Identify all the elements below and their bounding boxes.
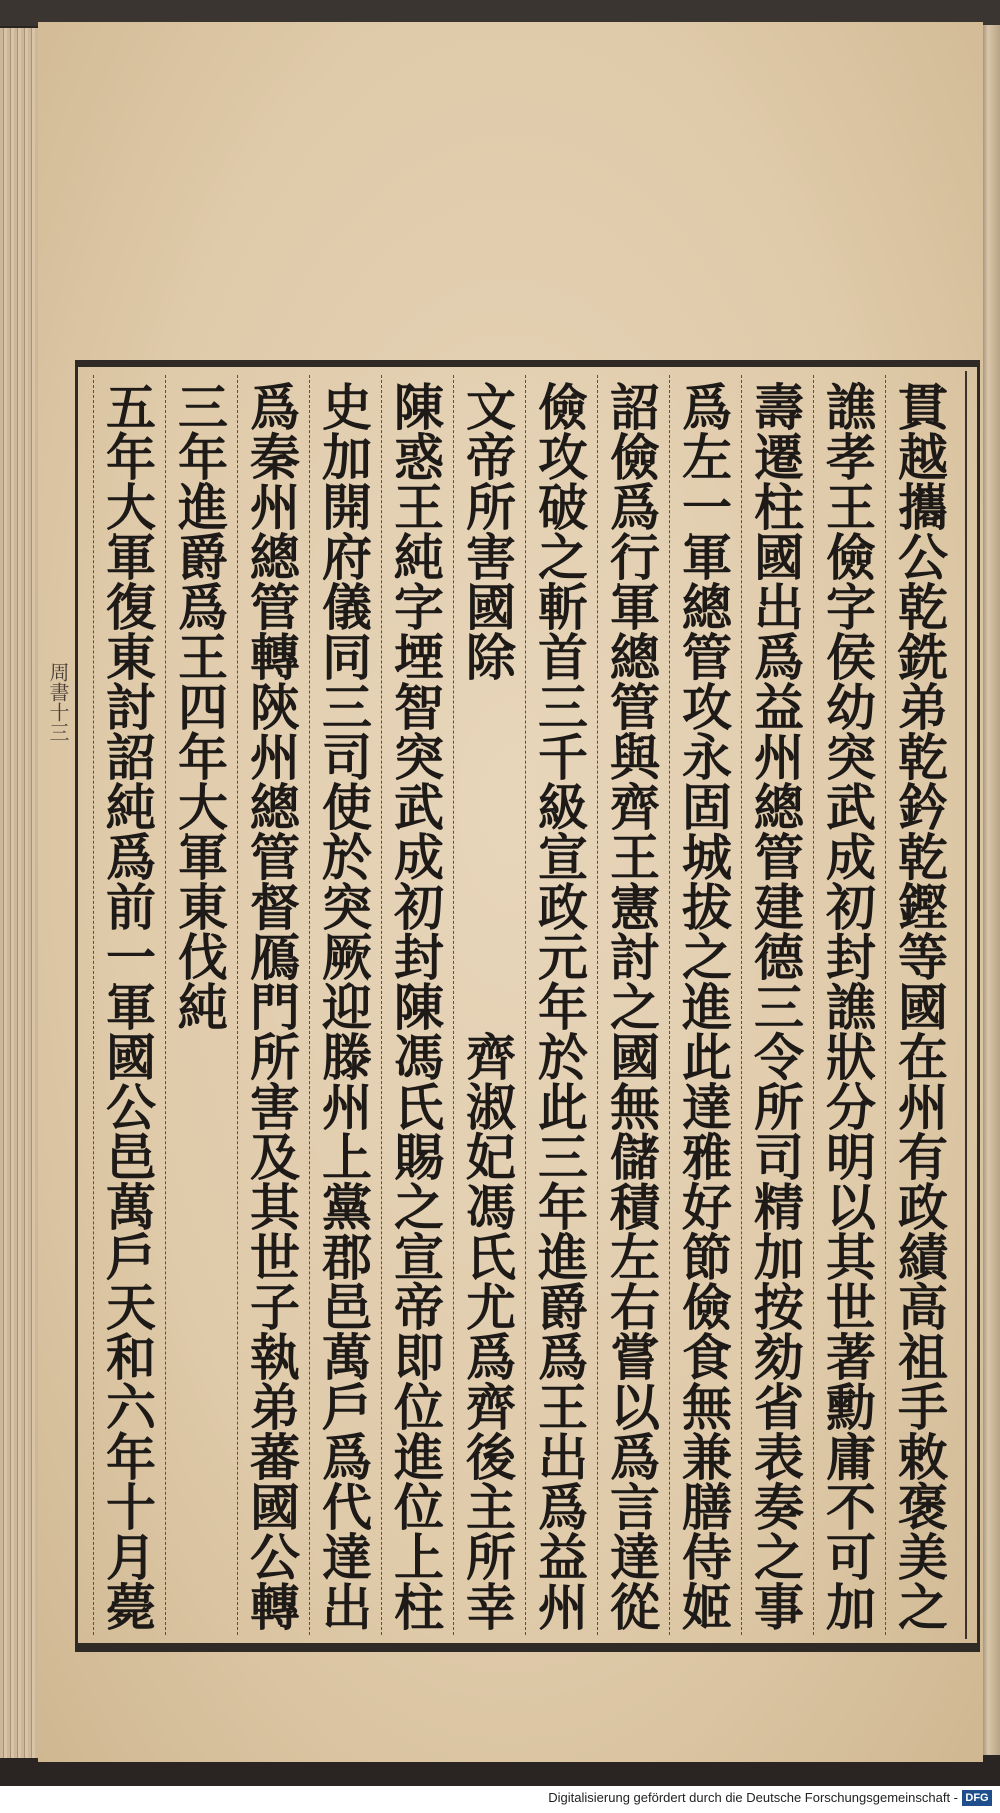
column-rule bbox=[669, 375, 670, 1635]
column-rule bbox=[525, 375, 526, 1635]
text-column: 五年大軍復東討詔純爲前一軍國公邑萬戶天和六年十月薨 bbox=[98, 381, 157, 1631]
book-page bbox=[38, 22, 983, 1762]
column-rule bbox=[237, 375, 238, 1635]
text-column: 爲左一軍總管攻永固城拔之進此達雅好節儉食無兼膳侍姬 bbox=[674, 381, 733, 1631]
text-column: 文帝所害國除 齊淑妃馮氏尤爲齊後主所幸 bbox=[458, 381, 517, 1631]
column-rule bbox=[381, 375, 382, 1635]
text-frame bbox=[75, 360, 980, 1652]
column-rule bbox=[741, 375, 742, 1635]
text-column: 壽遷柱國出爲益州總管建德三令所司精加按劾省表奏之事 bbox=[746, 381, 805, 1631]
dfg-logo: DFG bbox=[962, 1790, 992, 1806]
column-rule bbox=[309, 375, 310, 1635]
text-column: 爲秦州總管轉陝州總管督鴈門所害及其世子執弟蕃國公轉 bbox=[242, 381, 301, 1631]
column-rule bbox=[597, 375, 598, 1635]
text-column: 史加開府儀同三司使於突厥迎滕州上黨郡邑萬戶爲代達出 bbox=[314, 381, 373, 1631]
text-column: 譙孝王儉字侯幼突武成初封譙狀分明以其世著勳庸不可加 bbox=[818, 381, 877, 1631]
footer-credit: Digitalisierung gefördert durch die Deutsche Forschungsgemeinschaft - bbox=[548, 1790, 958, 1805]
column-rule bbox=[453, 375, 454, 1635]
text-column: 詔儉爲行軍總管與齊王憲討之國無儲積左右嘗以爲言達從 bbox=[602, 381, 661, 1631]
text-column: 陳惑王純字堙智突武成初封陳馮氏賜之宣帝即位進位上柱 bbox=[386, 381, 445, 1631]
column-rule bbox=[813, 375, 814, 1635]
column-rule bbox=[93, 375, 94, 1635]
frame-inner-rule bbox=[965, 371, 967, 1639]
book-page-edges bbox=[0, 28, 40, 1758]
column-rule bbox=[885, 375, 886, 1635]
book-right-edge bbox=[980, 25, 1000, 1755]
text-column: 三年進爵爲王四年大軍東伐純 bbox=[170, 381, 229, 1031]
column-rule bbox=[165, 375, 166, 1635]
text-column: 儉攻破之斬首三千級宣政元年於此三年進爵爲王出爲益州 bbox=[530, 381, 589, 1631]
text-column: 貫越攜公乾銑弟乾鈐乾鏗等國在州有政績高祖手敕褒美之 bbox=[890, 381, 949, 1631]
fold-mark-text: 周書十三 bbox=[46, 662, 70, 742]
